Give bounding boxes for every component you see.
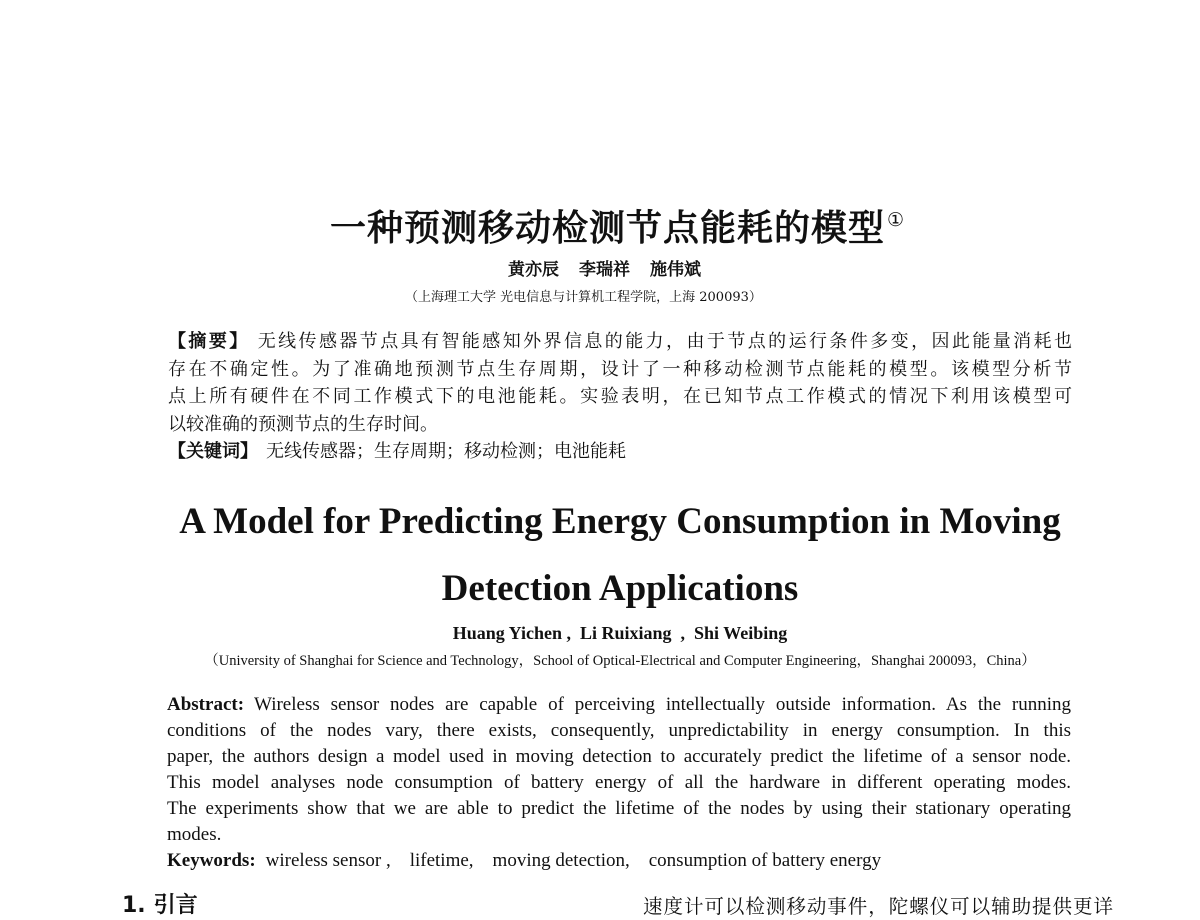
- author-cn: 李瑞祥: [579, 260, 630, 280]
- section-title: 引言: [153, 893, 198, 918]
- authors-cn: [508, 259, 721, 281]
- authors-en: Huang Yichen , Li Ruixiang , Shi Weibing: [452, 623, 788, 643]
- paper-title-en-line: A Model for Predicting Energy Consumption in Moving: [179, 501, 1061, 542]
- title-footnote-mark: ①: [887, 209, 906, 231]
- right-column-text: 速度计可以检测移动事件，陀螺仪可以辅助提供更详: [643, 895, 1113, 918]
- keywords-cn-label: 【关键词】: [168, 441, 258, 462]
- abstract-en-line: The experiments show that we are able to predict the lifetime of the nodes by using their stationary operating: [167, 798, 1071, 819]
- paper-title-cn-text: 一种预测移动检测节点能耗的模型: [330, 208, 886, 249]
- affiliation-cn: （上海理工大学 光电信息与计算机工程学院，上海 200093）: [405, 290, 762, 305]
- keywords-en: [167, 848, 1071, 874]
- abstract-en-line: This model analyses node consumption of battery energy of all the hardware in different operating modes.: [167, 772, 1071, 793]
- abstract-cn-line: 以较准确的预测节点的生存时间。: [168, 413, 438, 435]
- abstract-en-line: paper, the authors design a model used in moving detection to accurately predict the lifetime of a sensor node.: [167, 746, 1071, 767]
- abstract-en-line: conditions of the nodes vary, there exists, consequently, unpredictability in energy consumption. In this: [167, 720, 1071, 741]
- abstract-cn-label: 【摘要】: [168, 331, 250, 352]
- abstract-en-line: [167, 692, 1071, 718]
- section-number: 1.: [122, 893, 146, 918]
- abstract-en-line: modes.: [167, 824, 222, 845]
- abstract-en-label: Abstract:: [167, 694, 245, 715]
- abstract-en-text: Wireless sensor nodes are capable of perceiving intellectually outside information. As the running: [254, 694, 1071, 715]
- paper-title-en-line: Detection Applications: [441, 568, 799, 609]
- abstract-cn-text: 无线传感器节点具有智能感知外界信息的能力，由于节点的运行条件多变，因此能量消耗也: [257, 331, 1073, 352]
- author-cn: 黄亦辰: [508, 260, 559, 280]
- keywords-cn: [168, 438, 1072, 466]
- paper-title-en: [160, 488, 1080, 622]
- author-cn: 施伟斌: [650, 260, 701, 280]
- abstract-cn-line: 存在不确定性。为了准确地预测节点生存周期，设计了一种移动检测节点能耗的模型。该模型分析节: [168, 358, 1072, 380]
- abstract-cn-line: 点上所有硬件在不同工作模式下的电池能耗。实验表明，在已知节点工作模式的情况下利用该模型可: [168, 386, 1072, 407]
- keywords-cn-text: 无线传感器；生存周期；移动检测；电池能耗: [266, 441, 626, 462]
- section-heading: [122, 893, 198, 919]
- abstract-en: [167, 692, 1071, 874]
- paper-title-cn: [330, 196, 905, 253]
- affiliation-en: （University of Shanghai for Science and Technology，School of Optical-Electrical and Computer Engineering，Shanghai 200093，China）: [204, 653, 1036, 669]
- keywords-en-label: Keywords:: [167, 850, 256, 871]
- keywords-en-text: wireless sensor , lifetime, moving detection, consumption of battery energy: [265, 850, 882, 871]
- abstract-cn-line: [168, 328, 1072, 356]
- abstract-cn: [168, 328, 1072, 466]
